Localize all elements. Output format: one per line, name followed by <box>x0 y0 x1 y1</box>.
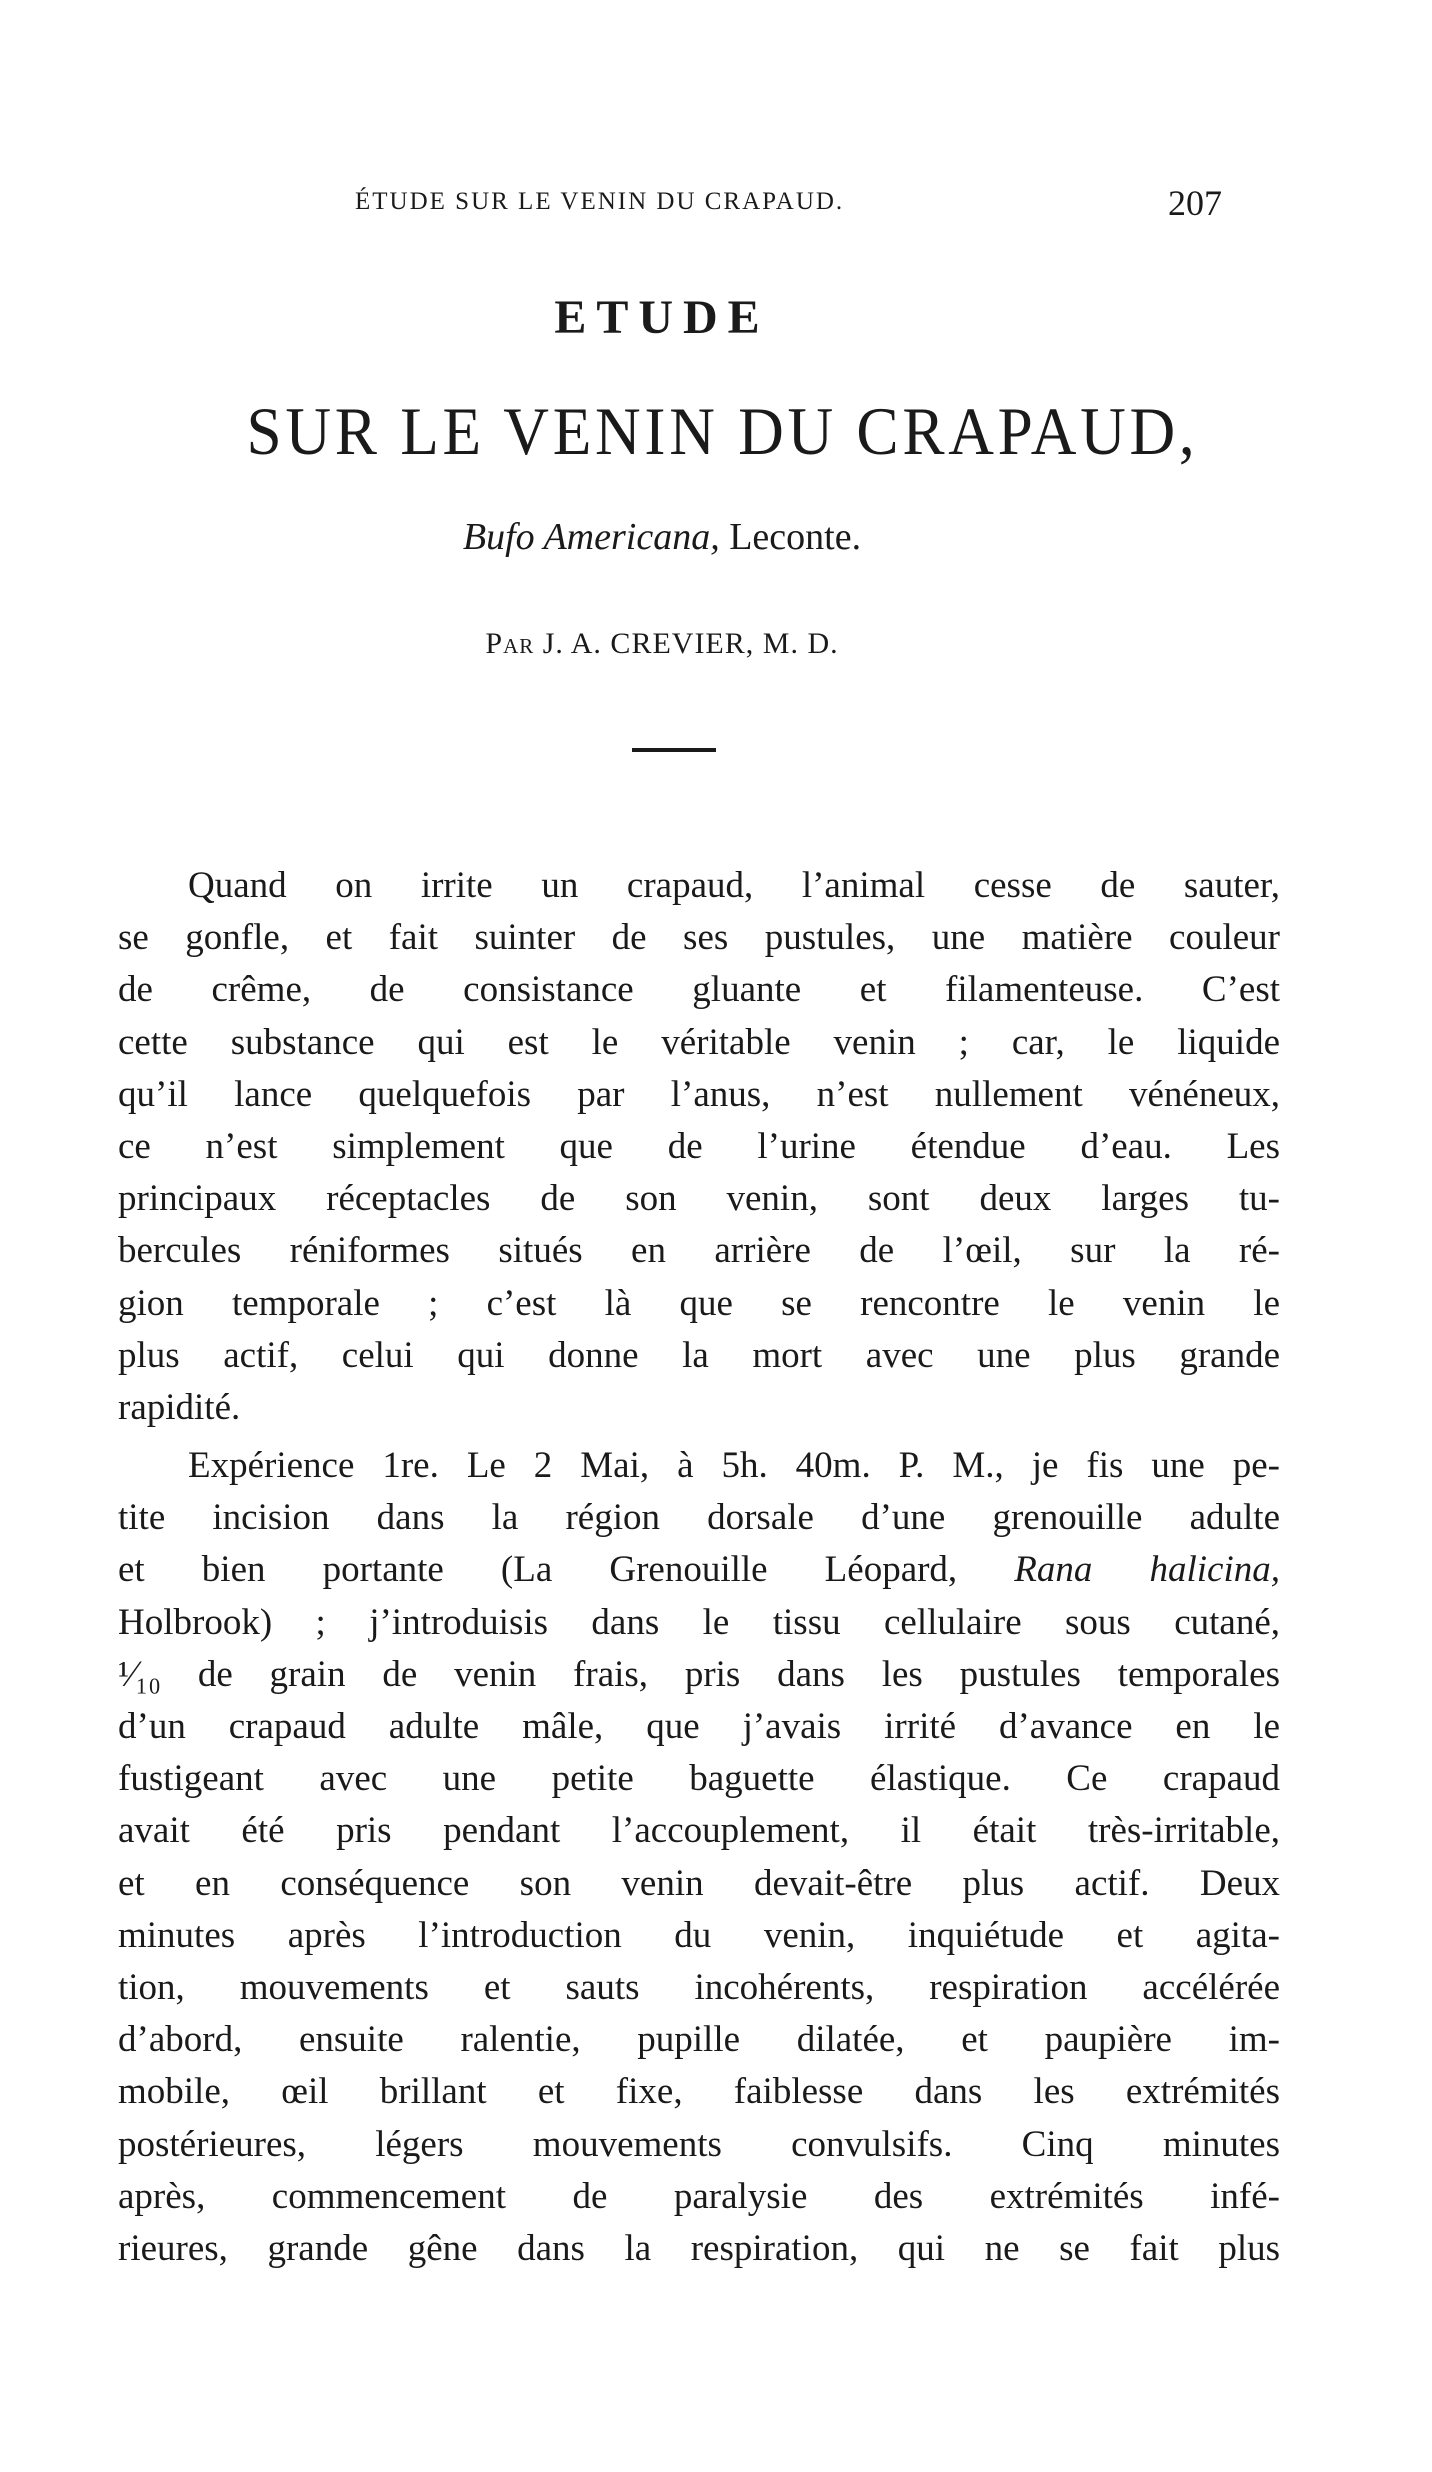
text-line: de crême, de consistance gluante et filamenteuse. C’est <box>118 969 1280 1011</box>
text-line: principaux réceptacles de son venin, sont deux larges tu- <box>118 1178 1280 1220</box>
page-number: 207 <box>1168 183 1222 223</box>
species-author: Leconte. <box>729 516 862 558</box>
text-line: postérieures, légers mouvements convulsifs. Cinq minutes <box>118 2123 1280 2165</box>
text-line: d’abord, ensuite ralentie, pupille dilatée, et paupière im- <box>118 2019 1280 2061</box>
text-line: mobile, œil brillant et fixe, faiblesse dans les extrémités <box>118 2071 1280 2113</box>
paragraph-2 <box>118 1440 1280 2275</box>
species-frog-latin: Rana halicina, <box>1014 1549 1280 1591</box>
text-line: avait été pris pendant l’accouplement, il était très-irritable, <box>118 1810 1280 1852</box>
text-line: gion temporale ; c’est là que se rencontre le venin le <box>118 1282 1280 1324</box>
text-line: Holbrook) ; j’introduisis dans le tissu cellulaire sous cutané, <box>118 1601 1280 1643</box>
title-line-1: ETUDE <box>554 291 770 344</box>
text-line: Quand on irrite un crapaud, l’animal cesse de sauter, <box>188 865 1280 906</box>
text-line: après, commencement de paralysie des extrémités infé- <box>118 2175 1280 2217</box>
text-line: Expérience 1re. Le 2 Mai, à 5h. 40m. P. M., je fis une pe- <box>188 1445 1280 1487</box>
species-line <box>0 515 1324 559</box>
running-head: ÉTUDE SUR LE VENIN DU CRAPAUD. <box>355 188 845 215</box>
byline <box>0 627 1324 661</box>
text-line: ce n’est simplement que de l’urine étendue d’eau. Les <box>118 1125 1280 1167</box>
paragraph-1 <box>118 860 1280 1434</box>
text-line <box>118 1544 1280 1596</box>
text-line: d’un crapaud adulte mâle, que j’avais irrité d’avance en le <box>118 1706 1280 1747</box>
byline-par: Par <box>485 627 535 660</box>
text-line: cette substance qui est le véritable venin ; car, le liquide <box>118 1021 1280 1063</box>
text-line: qu’il lance quelquefois par l’anus, n’est nullement vénéneux, <box>118 1073 1280 1115</box>
text-line: tite incision dans la région dorsale d’une grenouille adulte <box>118 1497 1280 1539</box>
body-text <box>118 860 1280 2275</box>
text-line: plus actif, celui qui donne la mort avec une plus grande <box>118 1334 1280 1376</box>
byline-author: J. A. CREVIER, M. D. <box>542 627 839 660</box>
section-divider <box>632 748 716 752</box>
text-line: tion, mouvements et sauts incohérents, respiration accélérée <box>118 1966 1280 2008</box>
text-line: rieures, grande gêne dans la respiration, qui ne se fait plus <box>118 2227 1280 2269</box>
text-line: rapidité. <box>118 1386 241 1428</box>
text-segment: et bien portante (La Grenouille Léopard, <box>118 1549 1015 1591</box>
text-line: et en conséquence son venin devait-être plus actif. Deux <box>118 1862 1280 1904</box>
text-line: bercules réniformes situés en arrière de l’œil, sur la ré- <box>118 1230 1280 1272</box>
text-line: ¹⁄₁₀ de grain de venin frais, pris dans les pustules temporales <box>118 1653 1280 1695</box>
text-line: minutes après l’introduction du venin, inquiétude et agita- <box>118 1914 1280 1956</box>
text-line: se gonfle, et fait suinter de ses pustules, une matière couleur <box>118 917 1280 959</box>
title-line-2: SUR LE VENIN DU CRAPAUD, <box>246 393 1199 469</box>
species-latin-name: Bufo Americana, <box>462 516 720 558</box>
text-line: fustigeant avec une petite baguette élastique. Ce crapaud <box>118 1758 1280 1800</box>
